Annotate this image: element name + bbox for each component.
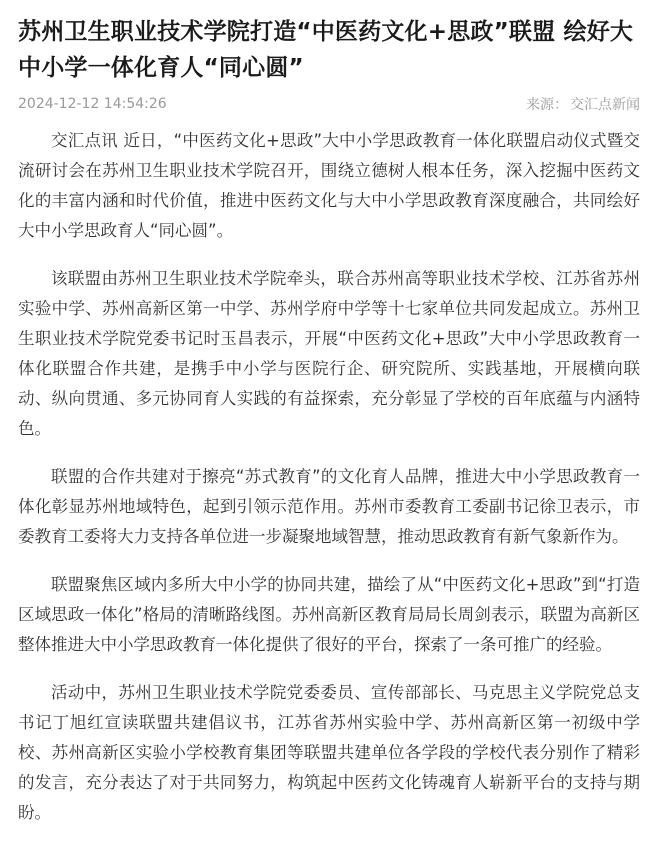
article-body: [18, 126, 640, 828]
paragraph: 联盟的合作共建对于擦亮“苏式教育”的文化育人品牌，推进大中小学思政教育一体化彰显苏州地域特色，起到引领示范作用。苏州市委教育工委副书记徐卫表示，市委教育工委将大力支持各单位进一步凝聚地域智慧，推动思政教育有新气象新作为。: [18, 467, 640, 546]
paragraph: 交汇点讯 近日，“中医药文化+思政”大中小学思政教育一体化联盟启动仪式暨交流研讨会在苏州卫生职业技术学院召开，围绕立德树人根本任务，深入挖掘中医药文化的丰富内涵和时代价值，推进中医药文化与大中小学思政教育深度融合，共同绘好大中小学思政育人“同心圆”。: [18, 131, 640, 240]
paragraph: 活动中，苏州卫生职业技术学院党委委员、宣传部部长、马克思主义学院党总支书记丁旭红宣读联盟共建倡议书，江苏省苏州实验中学、苏州高新区第一初级中学校、苏州高新区实验小学校教育集团等联盟共建单位各学段的学校代表分别作了精彩的发言，充分表达了对于共同努力，构筑起中医药文化铸魂育人崭新平台的支持与期盼。: [18, 683, 640, 822]
paragraph: 联盟聚焦区域内多所大中小学的协同共建，描绘了从“中医药文化+思政”到“打造区域思政一体化”格局的清晰路线图。苏州高新区教育局局长周剑表示，联盟为高新区整体推进大中小学思政教育一体化提供了很好的平台，探索了一条可推广的经验。: [18, 575, 640, 654]
source-info: [526, 94, 640, 114]
publish-datetime: 2024-12-12 14:54:26: [18, 96, 167, 112]
paragraph: 该联盟由苏州卫生职业技术学院牵头，联合苏州高等职业技术学校、江苏省苏州实验中学、苏州高新区第一中学、苏州学府中学等十七家单位共同发起成立。苏州卫生职业技术学院党委书记时玉昌表示，开展“中医药文化+思政”大中小学思政教育一体化联盟合作共建，是携手中小学与医院行企、研究院所、实践基地，开展横向联动、纵向贯通、多元协同育人实践的有益探索，充分彰显了学校的百年底蕴与内涵特色。: [18, 269, 640, 438]
source-name: 交汇点新闻: [570, 97, 640, 113]
article-meta: [18, 92, 640, 116]
source-label: 来源：: [526, 97, 568, 113]
article-title: 苏州卫生职业技术学院打造“中医药文化+思政”联盟 绘好大中小学一体化育人“同心圆”: [18, 19, 634, 81]
